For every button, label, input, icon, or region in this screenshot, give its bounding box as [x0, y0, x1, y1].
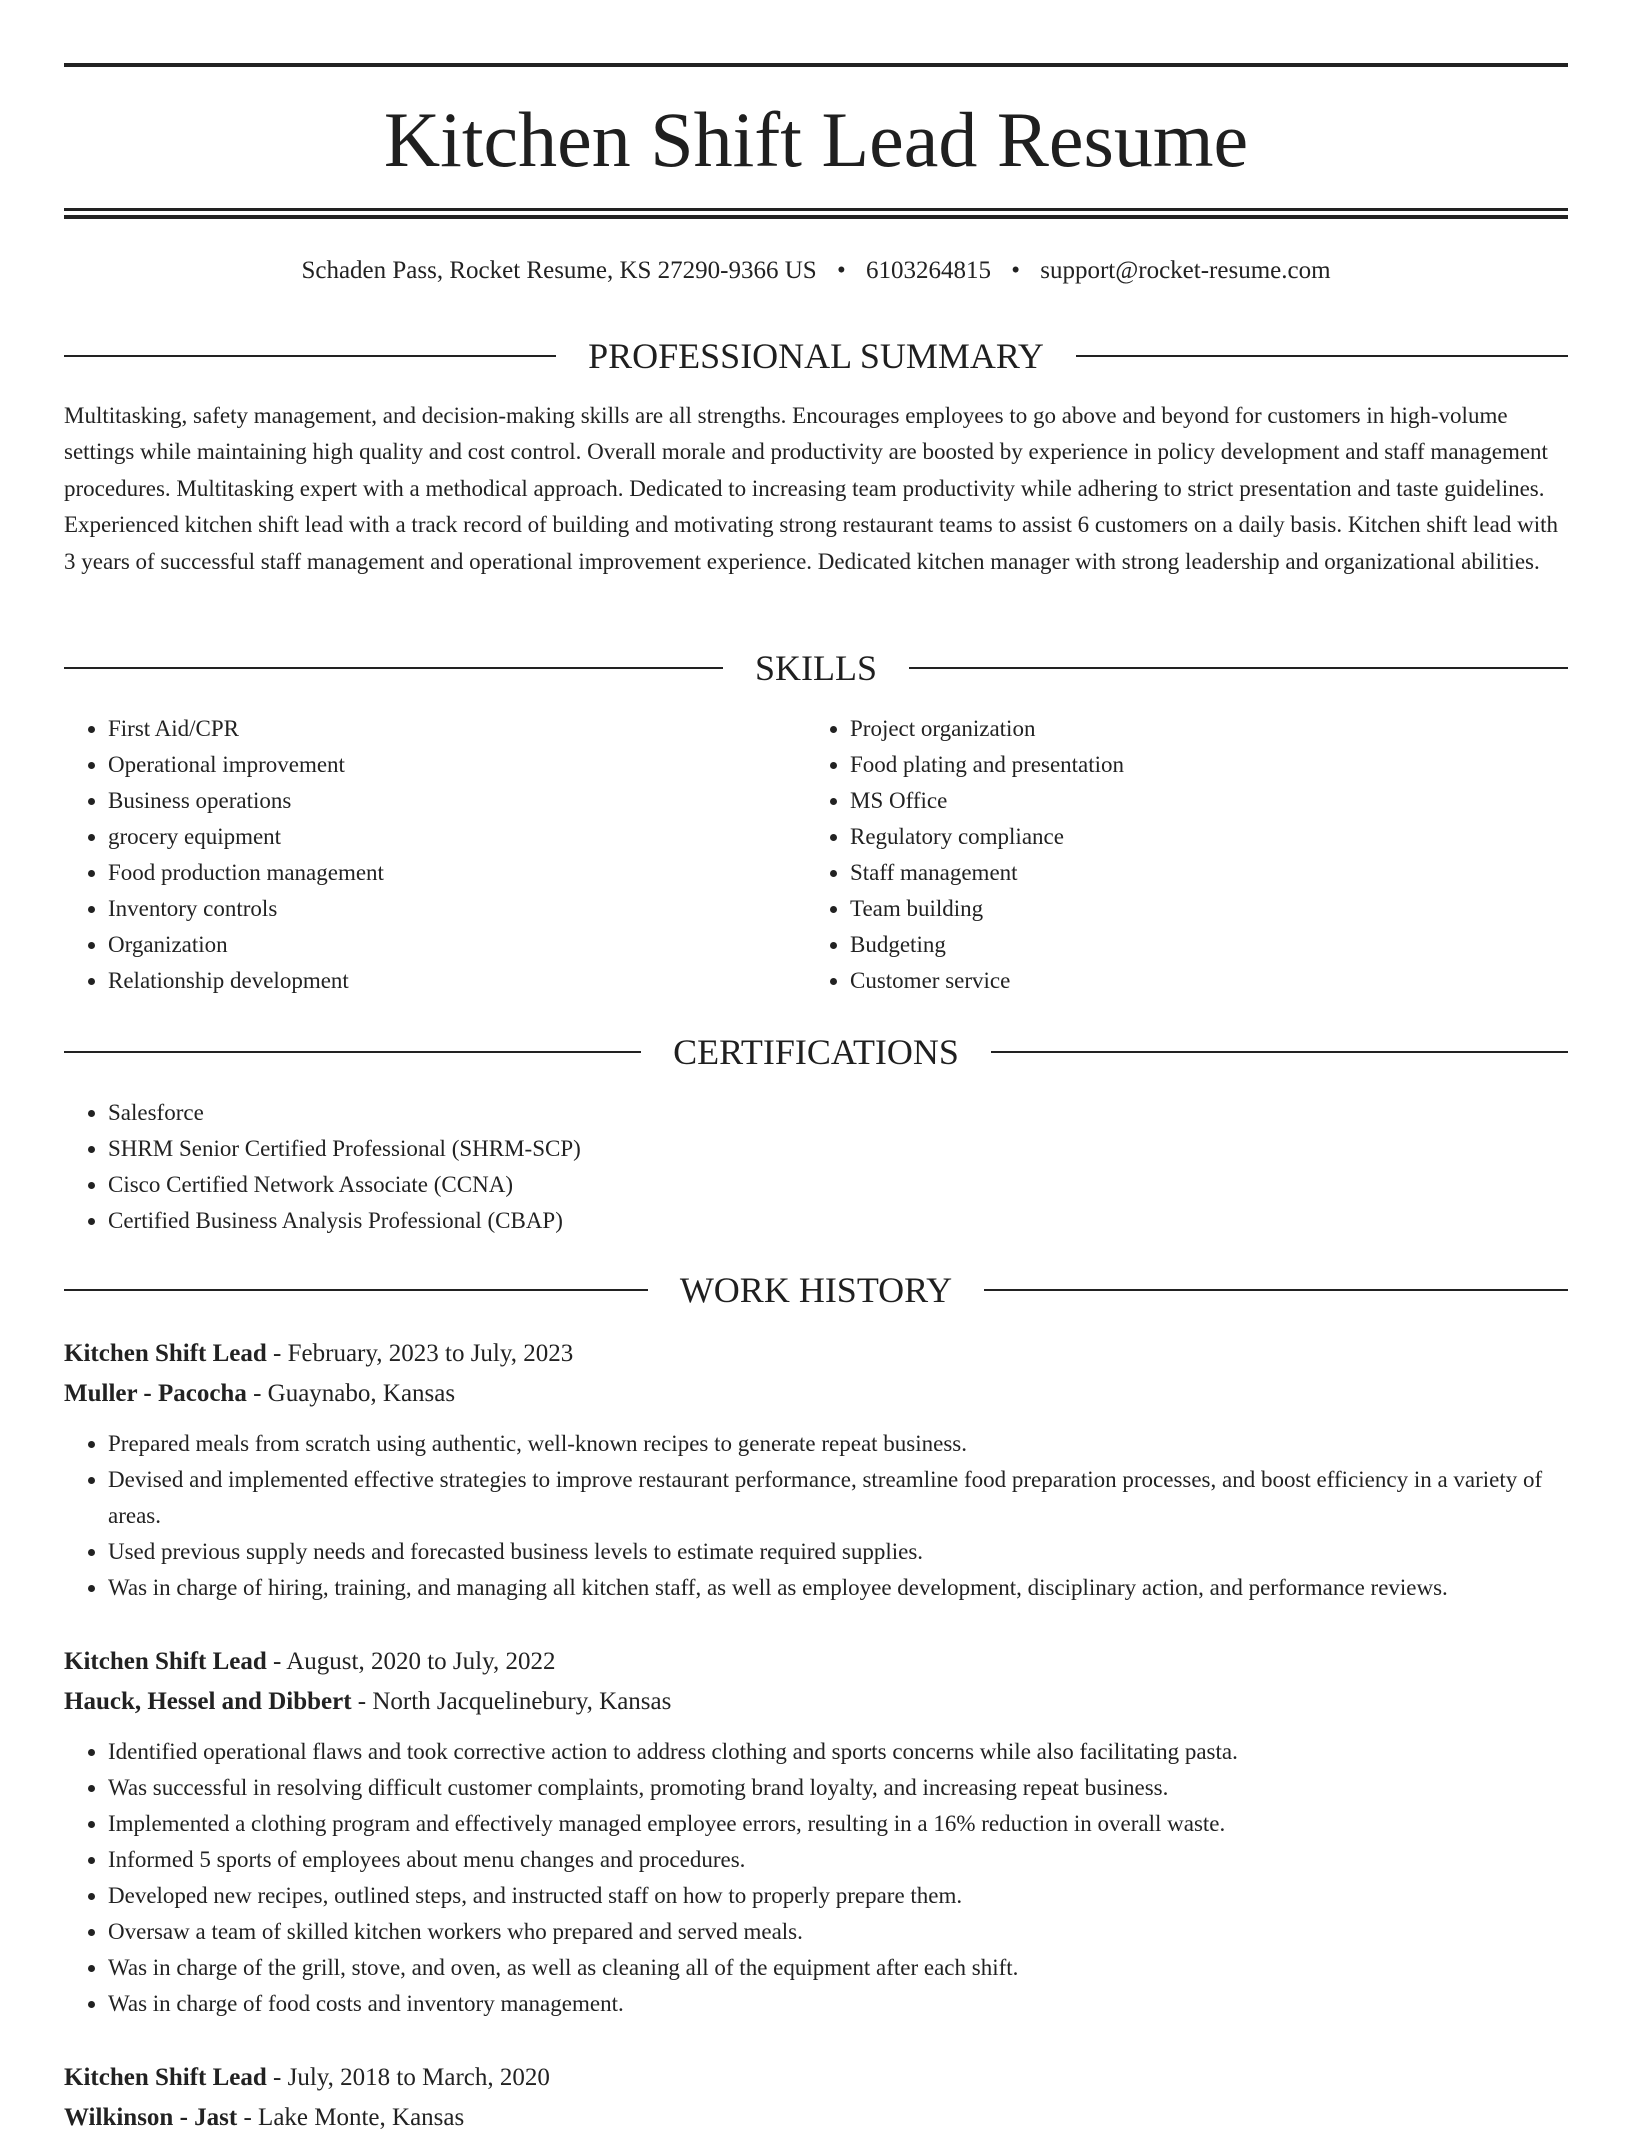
list-item: • MS Office [850, 783, 1546, 819]
certifications-list [64, 1095, 1568, 1239]
job-duties-list [64, 1734, 1568, 2022]
job-entry [64, 1642, 1568, 2022]
job-location: - Guaynabo, Kansas [246, 1380, 456, 1407]
skills-list [806, 711, 1546, 999]
job-title-line [64, 1642, 1568, 1682]
job-title-line [64, 1334, 1568, 1374]
divider [64, 667, 723, 669]
list-item: • Food plating and presentation [850, 747, 1546, 783]
job-title: Kitchen Shift Lead [64, 1340, 267, 1367]
list-item: • Staff management [850, 855, 1546, 891]
work-history-heading [64, 1268, 1568, 1312]
contact-separator: • [1011, 257, 1020, 284]
list-item: • Team building [850, 891, 1546, 927]
list-item: • First Aid/CPR [108, 711, 804, 747]
list-item: • Prepared meals from scratch using authentic, well-known recipes to generate repeat business. [108, 1426, 1568, 1462]
list-item: • Project organization [850, 711, 1546, 747]
list-item: • Organization [108, 927, 804, 963]
job-dates: - February, 2023 to July, 2023 [266, 1340, 574, 1367]
job-title-line [64, 2058, 1568, 2098]
list-item: • Implemented a clothing program and effectively managed employee errors, resulting in a 16% reduction in overall waste. [108, 1806, 1568, 1842]
skills-left-column [64, 711, 804, 999]
list-item: • Certified Business Analysis Professional (CBAP) [108, 1203, 1568, 1239]
divider [991, 1051, 1568, 1053]
list-item: • Devised and implemented effective strategies to improve restaurant performance, streamline food preparation processes, and boost efficiency in a variety of areas. [108, 1462, 1568, 1534]
resume-title: Kitchen Shift Lead Resume [383, 96, 1249, 183]
section-title: SKILLS [755, 648, 878, 688]
list-item: • Business operations [108, 783, 804, 819]
divider [64, 355, 556, 357]
certifications-block [64, 1095, 1568, 1239]
contact-email: support@rocket-resume.com [1040, 257, 1331, 284]
job-company-line [64, 1374, 1568, 1414]
list-item: • Budgeting [850, 927, 1546, 963]
section-title: PROFESSIONAL SUMMARY [588, 336, 1044, 376]
title-rule-upper [64, 208, 1568, 211]
list-item: • Cisco Certified Network Associate (CCNA) [108, 1167, 1568, 1203]
job-entry [64, 1334, 1568, 1606]
contact-phone: 6103264815 [865, 257, 991, 284]
list-item: • Regulatory compliance [850, 819, 1546, 855]
section-title: WORK HISTORY [679, 1270, 953, 1310]
divider [909, 667, 1568, 669]
summary-text: Multitasking, safety management, and decision-making skills are all strengths. Encourages employees to go above and beyond for customers in high-volume settings while maintaining high quality and cost control. Overall morale and productivity are boosted by experience in policy development and staff management procedures. Multitasking expert with a methodical approach. Dedicated to increasing team productivity while adhering to strict presentation and taste guidelines. Experienced kitchen shift lead with a track record of building and motivating strong restaurant teams to assist 6 customers on a daily basis. Kitchen shift lead with 3 years of successful staff management and operational improvement experience. Dedicated kitchen manager with strong leadership and organizational abilities. [64, 403, 1558, 574]
top-rule [64, 63, 1568, 67]
list-item: • Relationship development [108, 963, 804, 999]
list-item: • SHRM Senior Certified Professional (SHRM-SCP) [108, 1131, 1568, 1167]
list-item: • Was in charge of hiring, training, and managing all kitchen staff, as well as employee development, disciplinary action, and performance reviews. [108, 1570, 1568, 1606]
list-item: • Salesforce [108, 1095, 1568, 1131]
job-title: Kitchen Shift Lead [64, 1648, 267, 1675]
list-item: • Customer service [850, 963, 1546, 999]
divider [1076, 355, 1568, 357]
job-dates: - July, 2018 to March, 2020 [266, 2064, 550, 2091]
list-item: • Inventory controls [108, 891, 804, 927]
list-item: • Food production management [108, 855, 804, 891]
list-item: • Operational improvement [108, 747, 804, 783]
job-location: - North Jacquelinebury, Kansas [351, 1688, 672, 1715]
contact-line [64, 254, 1568, 288]
divider [64, 1289, 648, 1291]
list-item: • Used previous supply needs and forecasted business levels to estimate required supplies. [108, 1534, 1568, 1570]
list-item: • Informed 5 sports of employees about menu changes and procedures. [108, 1842, 1568, 1878]
skills-right-column [806, 711, 1546, 999]
contact-address: Schaden Pass, Rocket Resume, KS 27290-9366 US [301, 257, 817, 284]
skills-heading [64, 646, 1568, 690]
job-dates: - August, 2020 to July, 2022 [266, 1648, 556, 1675]
divider [984, 1289, 1568, 1291]
job-location: - Lake Monte, Kansas [237, 2104, 465, 2131]
job-company-line [64, 2098, 1568, 2138]
list-item: • Was in charge of the grill, stove, and oven, as well as cleaning all of the equipment after each shift. [108, 1950, 1568, 1986]
list-item: • Oversaw a team of skilled kitchen workers who prepared and served meals. [108, 1914, 1568, 1950]
job-title: Kitchen Shift Lead [64, 2064, 267, 2091]
job-company: Wilkinson - Jast [64, 2104, 238, 2131]
title-rule-lower [64, 215, 1568, 219]
job-company-line [64, 1682, 1568, 1722]
certifications-heading [64, 1030, 1568, 1074]
list-item: • Developed new recipes, outlined steps, and instructed staff on how to properly prepare them. [108, 1878, 1568, 1914]
job-entry [64, 2058, 1568, 2138]
job-company: Muller - Pacocha [64, 1380, 247, 1407]
section-title: CERTIFICATIONS [673, 1032, 959, 1072]
list-item: • Identified operational flaws and took corrective action to address clothing and sports concerns while also facilitating pasta. [108, 1734, 1568, 1770]
summary-heading [64, 334, 1568, 378]
skills-list [64, 711, 804, 999]
job-duties-list [64, 1426, 1568, 1606]
job-company: Hauck, Hessel and Dibbert [64, 1688, 352, 1715]
contact-separator: • [836, 257, 846, 284]
divider [64, 1051, 641, 1053]
list-item: • Was successful in resolving difficult customer complaints, promoting brand loyalty, and increasing repeat business. [108, 1770, 1568, 1806]
list-item: • grocery equipment [108, 819, 804, 855]
list-item: • Was in charge of food costs and inventory management. [108, 1986, 1568, 2022]
